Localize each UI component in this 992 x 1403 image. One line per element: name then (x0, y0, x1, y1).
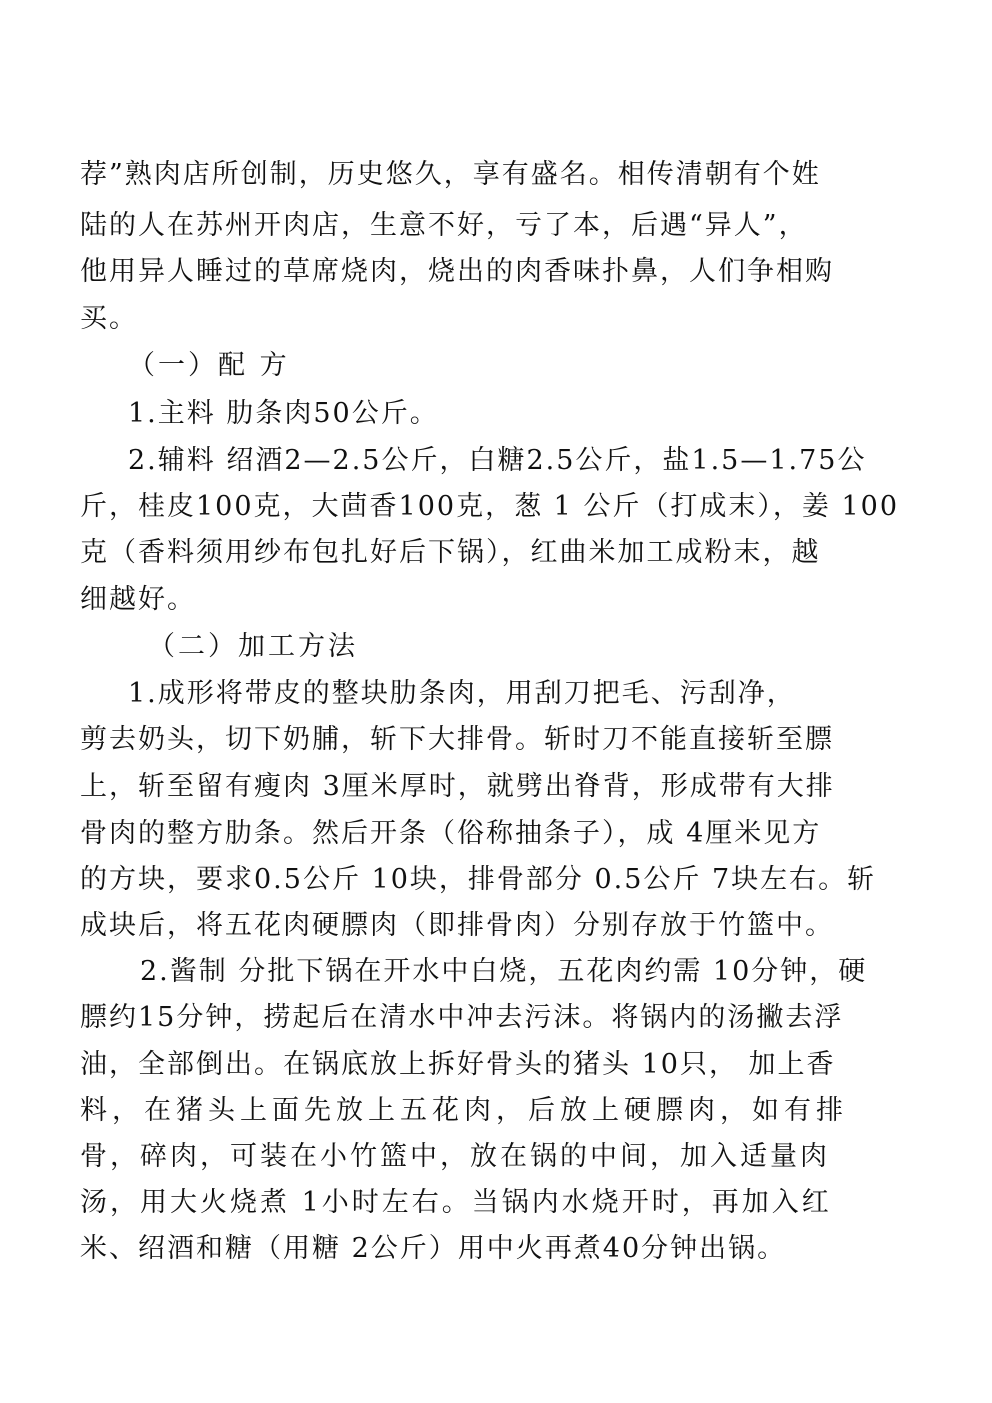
intro-line-3: 他用异人睡过的草席烧肉，烧出的肉香味扑鼻，人们争相购 (80, 256, 834, 287)
method-line-6: 成块后，将五花肉硬膘肉（即排骨肉）分别存放于竹篮中。 (80, 910, 834, 941)
recipe-line-3: 斤，桂皮100克，大茴香100克，葱 1 公斤（打成末），姜 100 (80, 491, 900, 522)
method-line-12: 汤，用大火烧煮 1小时左右。当锅内水烧开时，再加入红 (80, 1187, 832, 1218)
method-line-7: 2.酱制 分批下锅在开水中白烧，五花肉约需 10分钟，硬 (140, 956, 868, 987)
method-line-13: 米、绍酒和糖（用糖 2公斤）用中火再煮40分钟出锅。 (80, 1233, 787, 1264)
method-line-11: 骨，碎肉，可装在小竹篮中，放在锅的中间，加入适量肉 (80, 1141, 830, 1172)
section-heading-formula: （一）配 方 (128, 350, 290, 381)
method-line-10: 料，在猪头上面先放上五花肉，后放上硬膘肉，如有排 (80, 1095, 848, 1126)
intro-line-4: 买。 (80, 303, 138, 334)
recipe-line-main: 1.主料 肋条肉50公斤。 (128, 398, 439, 429)
recipe-line-5: 细越好。 (80, 584, 196, 615)
recipe-line-4: 克（香料须用纱布包扎好后下锅），红曲米加工成粉末，越 (80, 537, 821, 568)
method-line-1: 1.成形将带皮的整块肋条肉，用刮刀把毛、污刮净， (128, 678, 796, 709)
method-line-8: 膘约15分钟，捞起后在清水中冲去污沫。将锅内的汤撇去浮 (80, 1002, 844, 1033)
method-line-4: 骨肉的整方肋条。然后开条（俗称抽条子），成 4厘米见方 (80, 818, 822, 849)
section-heading-method: （二）加工方法 (148, 631, 358, 662)
method-line-5: 的方块，要求0.5公斤 10块，排骨部分 0.5公斤 7块左右。斩 (80, 864, 877, 895)
intro-line-2: 陆的人在苏州开肉店，生意不好，亏了本，后遇“异人”， (80, 210, 808, 241)
intro-line-1: 荐”熟肉店所创制，历史悠久，享有盛名。相传清朝有个姓 (80, 159, 821, 190)
method-line-2: 剪去奶头，切下奶脯，斩下大排骨。斩时刀不能直接斩至膘 (80, 724, 834, 755)
method-line-3: 上，斩至留有瘦肉 3厘米厚时，就劈出脊背，形成带有大排 (80, 771, 835, 802)
method-line-9: 油，全部倒出。在锅底放上拆好骨头的猪头 10只， 加上香 (80, 1049, 836, 1080)
recipe-line-auxiliary: 2.辅料 绍酒2—2.5公斤，白糖2.5公斤，盐1.5—1.75公 (128, 445, 867, 476)
